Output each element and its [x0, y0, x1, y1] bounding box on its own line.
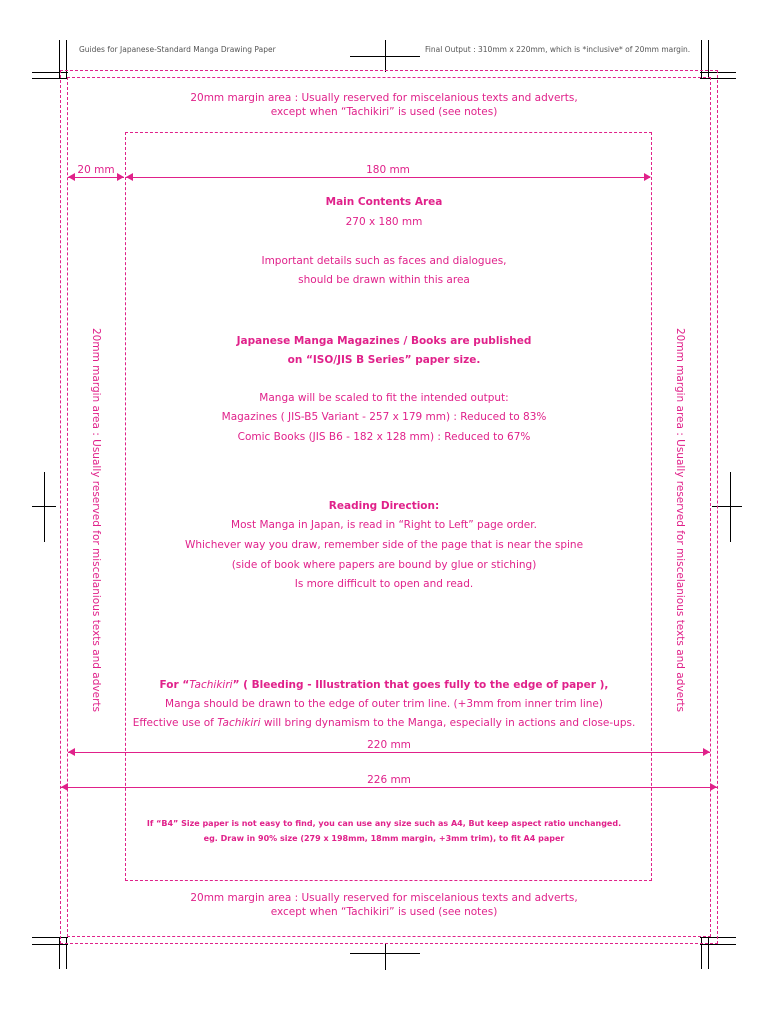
scale-line2: Magazines ( JIS-B5 Variant - 257 x 179 mm) : Reduced to 83%	[221, 411, 547, 423]
dim-inner-label: 180 mm	[366, 164, 410, 176]
important-line1: Important details such as faces and dialogues,	[261, 255, 507, 267]
left-side-margin-text: 20mm margin area : Usually reserved for miscelanious texts and adverts	[90, 328, 102, 712]
reading-line1: Most Manga in Japan, is read in “Right to Left” page order.	[231, 519, 537, 531]
publish-line2: on “ISO/JIS B Series” paper size.	[287, 354, 481, 366]
header-left: Guides for Japanese-Standard Manga Drawing Paper	[79, 45, 276, 54]
reading-line2: Whichever way you draw, remember side of the page that is near the spine	[184, 539, 584, 551]
right-side-margin-text: 20mm margin area : Usually reserved for miscelanious texts and adverts	[674, 328, 686, 712]
bottom-margin-line1: 20mm margin area : Usually reserved for miscelanious texts and adverts,	[190, 892, 578, 904]
dim-left-label: 20 mm	[77, 164, 115, 176]
header-right: Final Output : 310mm x 220mm, which is *inclusive* of 20mm margin.	[425, 45, 691, 54]
tachikiri-word: Tachikiri	[189, 679, 233, 691]
scale-line1: Manga will be scaled to fit the intended output:	[259, 392, 509, 404]
top-margin-line1: 20mm margin area : Usually reserved for miscelanious texts and adverts,	[190, 92, 578, 104]
bottom-margin-line2: except when “Tachikiri” is used (see notes)	[270, 906, 498, 918]
dim-outer-label: 226 mm	[367, 774, 411, 786]
reading-line3: (side of book where papers are bound by glue or stiching)	[231, 559, 537, 571]
top-margin-line2: except when “Tachikiri” is used (see notes)	[270, 106, 498, 118]
tachikiri-for: For “	[159, 679, 190, 691]
note-line1: If “B4” Size paper is not easy to find, you can use any size such as A4, But keep aspect ratio unchanged.	[146, 819, 622, 828]
tachikiri-3a: Effective use of	[132, 717, 218, 729]
tachikiri-line3	[0, 714, 768, 734]
tachikiri-rest: ” ( Bleeding - Illustration that goes fully to the edge of paper ),	[232, 679, 609, 691]
dim-trim-label: 220 mm	[367, 739, 411, 751]
publish-line1: Japanese Manga Magazines / Books are published	[236, 335, 532, 347]
note-line2: eg. Draw in 90% size (279 x 198mm, 18mm margin, +3mm trim), to fit A4 paper	[203, 834, 565, 843]
important-line2: should be drawn within this area	[298, 274, 470, 286]
reading-title: Reading Direction:	[328, 500, 440, 512]
main-title: Main Contents Area	[325, 196, 443, 208]
tachikiri-line1	[0, 676, 768, 696]
tachikiri-3c: will bring dynamism to the Manga, especially in actions and close-ups.	[260, 717, 636, 729]
reading-line4: Is more difficult to open and read.	[294, 578, 474, 590]
scale-line3: Comic Books (JIS B6 - 182 x 128 mm) : Reduced to 67%	[237, 431, 531, 443]
tachikiri-line2: Manga should be drawn to the edge of outer trim line. (+3mm from inner trim line)	[165, 698, 603, 710]
main-size: 270 x 180 mm	[345, 216, 423, 228]
tachikiri-3b: Tachikiri	[217, 717, 261, 729]
